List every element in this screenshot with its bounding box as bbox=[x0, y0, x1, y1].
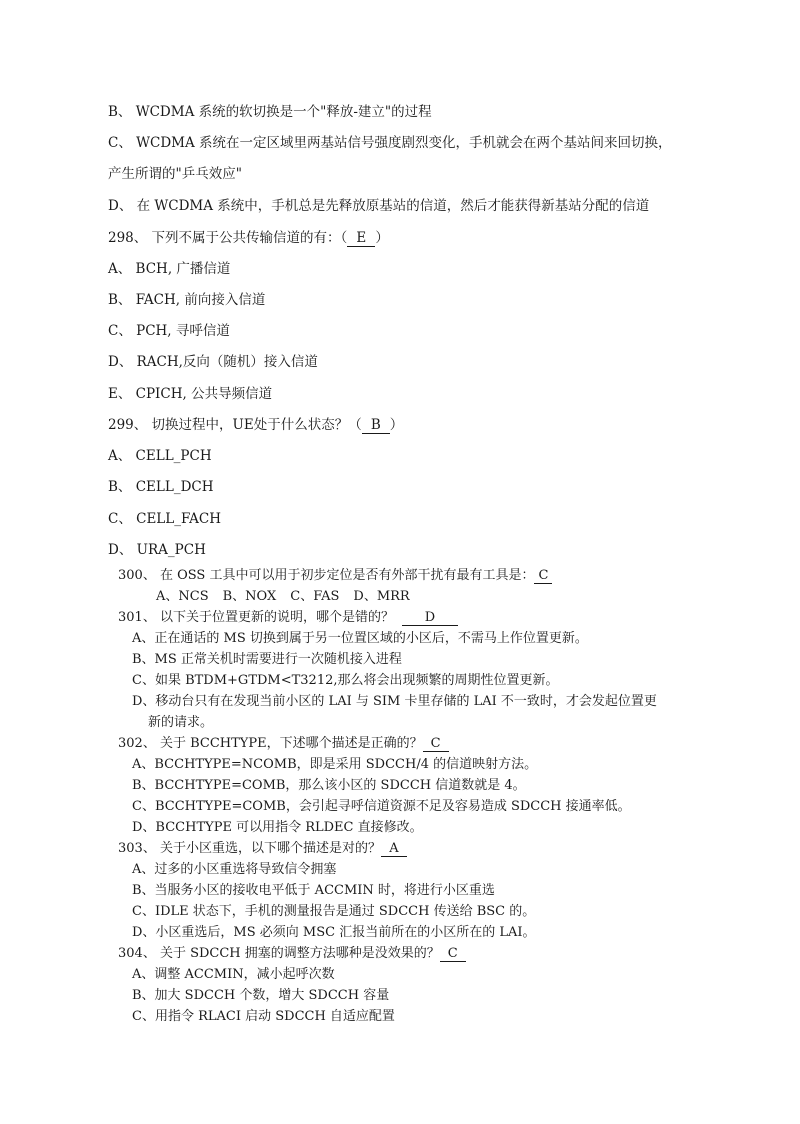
q302-option-b: B、BCCHTYPE=COMB，那么该小区的 SDCCH 信道数就是 4。 bbox=[132, 778, 526, 793]
q299-option-c: C、 CELL_FACH bbox=[108, 511, 222, 527]
q301-option-c: C、如果 BTDM+GTDM<T3212,那么将会出现频繁的周期性位置更新。 bbox=[132, 673, 559, 688]
prev-option-c-line2: 产生所谓的"乒乓效应" bbox=[108, 166, 242, 182]
q304-stem bbox=[118, 943, 466, 965]
q302-stem-text: 302、 关于 BCCHTYPE，下述哪个描述是正确的？ bbox=[118, 736, 423, 751]
q301-answer: D bbox=[402, 610, 458, 626]
q298-option-d: D、 RACH,反向（随机）接入信道 bbox=[108, 354, 318, 370]
q298-option-c: C、 PCH, 寻呼信道 bbox=[108, 323, 230, 339]
q298-option-a: A、 BCH, 广播信道 bbox=[108, 261, 231, 277]
q300-option-a: A、NCS bbox=[156, 589, 209, 604]
q298-stem bbox=[108, 229, 389, 247]
q301-option-a: A、正在通话的 MS 切换到属于另一位置区域的小区后，不需马上作位置更新。 bbox=[132, 631, 588, 646]
q299-stem bbox=[108, 416, 403, 434]
q303-option-a: A、过多的小区重选将导致信令拥塞 bbox=[132, 862, 337, 877]
q302-option-d: D、BCCHTYPE 可以用指令 RLDEC 直接修改。 bbox=[132, 820, 423, 835]
q301-stem bbox=[118, 607, 458, 629]
q298-answer: E bbox=[347, 231, 375, 247]
q300-stem bbox=[118, 565, 552, 587]
q303-stem bbox=[118, 838, 407, 860]
q298-close: ） bbox=[375, 230, 389, 246]
q301-option-b: B、MS 正常关机时需要进行一次随机接入进程 bbox=[132, 652, 402, 667]
q298-stem-text: 298、 下列不属于公共传输信道的有：（ bbox=[108, 230, 348, 246]
q303-option-d: D、小区重选后，MS 必须向 MSC 汇报当前所在的小区所在的 LAI。 bbox=[132, 925, 536, 940]
q299-stem-text: 299、 切换过程中，UE处于什么状态？（ bbox=[108, 417, 362, 433]
q304-option-b: B、加大 SDCCH 个数，增大 SDCCH 容量 bbox=[132, 988, 390, 1003]
q304-option-c: C、用指令 RLACI 启动 SDCCH 自适应配置 bbox=[132, 1009, 395, 1024]
q301-stem-text: 301、 以下关于位置更新的说明，哪个是错的？ bbox=[118, 610, 394, 625]
q303-option-c: C、IDLE 状态下，手机的测量报告是通过 SDCCH 传送给 BSC 的。 bbox=[132, 904, 536, 919]
q299-close: ） bbox=[389, 417, 404, 433]
q300-option-d: D、MRR bbox=[353, 589, 410, 604]
q302-answer: C bbox=[423, 736, 449, 752]
q299-option-d: D、 URA_PCH bbox=[108, 542, 206, 558]
q302-option-c: C、BCCHTYPE=COMB，会引起寻呼信道资源不足及容易造成 SDCCH 接通率低。 bbox=[132, 799, 631, 814]
q301-option-d: D、移动台只有在发现当前小区的 LAI 与 SIM 卡里存储的 LAI 不一致时，才会发起位置更 bbox=[132, 694, 657, 709]
prev-option-c-line1: C、 WCDMA 系统在一定区域里两基站信号强度剧烈变化，手机就会在两个基站间来回切换， bbox=[108, 135, 672, 151]
q298-option-b: B、 FACH, 前向接入信道 bbox=[108, 292, 266, 308]
q303-answer: A bbox=[381, 841, 407, 857]
q300-answer: C bbox=[534, 568, 552, 584]
q299-answer: B bbox=[362, 418, 390, 434]
q304-answer: C bbox=[440, 946, 466, 962]
q299-option-a: A、 CELL_PCH bbox=[108, 448, 212, 464]
q300-option-c: C、FAS bbox=[290, 589, 340, 604]
q303-stem-text: 303、 关于小区重选，以下哪个描述是对的？ bbox=[118, 841, 381, 856]
q300-option-b: B、NOX bbox=[222, 589, 277, 604]
prev-option-d: D、 在 WCDMA 系统中，手机总是先释放原基站的信道，然后才能获得新基站分配的信道 bbox=[108, 198, 650, 214]
q298-option-e: E、 CPICH, 公共导频信道 bbox=[108, 386, 273, 402]
prev-option-b: B、 WCDMA 系统的软切换是一个"释放-建立"的过程 bbox=[108, 104, 432, 120]
q300-options bbox=[156, 586, 424, 608]
q299-option-b: B、 CELL_DCH bbox=[108, 479, 214, 495]
q301-option-d-cont: 新的请求。 bbox=[148, 715, 214, 730]
q302-option-a: A、BCCHTYPE=NCOMB，即是采用 SDCCH/4 的信道映射方法。 bbox=[132, 757, 538, 772]
q300-stem-text: 300、 在 OSS 工具中可以用于初步定位是否有外部干扰有最有工具是： bbox=[118, 568, 535, 583]
q302-stem bbox=[118, 733, 449, 755]
q303-option-b: B、当服务小区的接收电平低于 ACCMIN 时，将进行小区重选 bbox=[132, 883, 495, 898]
q304-stem-text: 304、 关于 SDCCH 拥塞的调整方法哪种是没效果的？ bbox=[118, 946, 440, 961]
q304-option-a: A、调整 ACCMIN，减小起呼次数 bbox=[132, 967, 335, 982]
